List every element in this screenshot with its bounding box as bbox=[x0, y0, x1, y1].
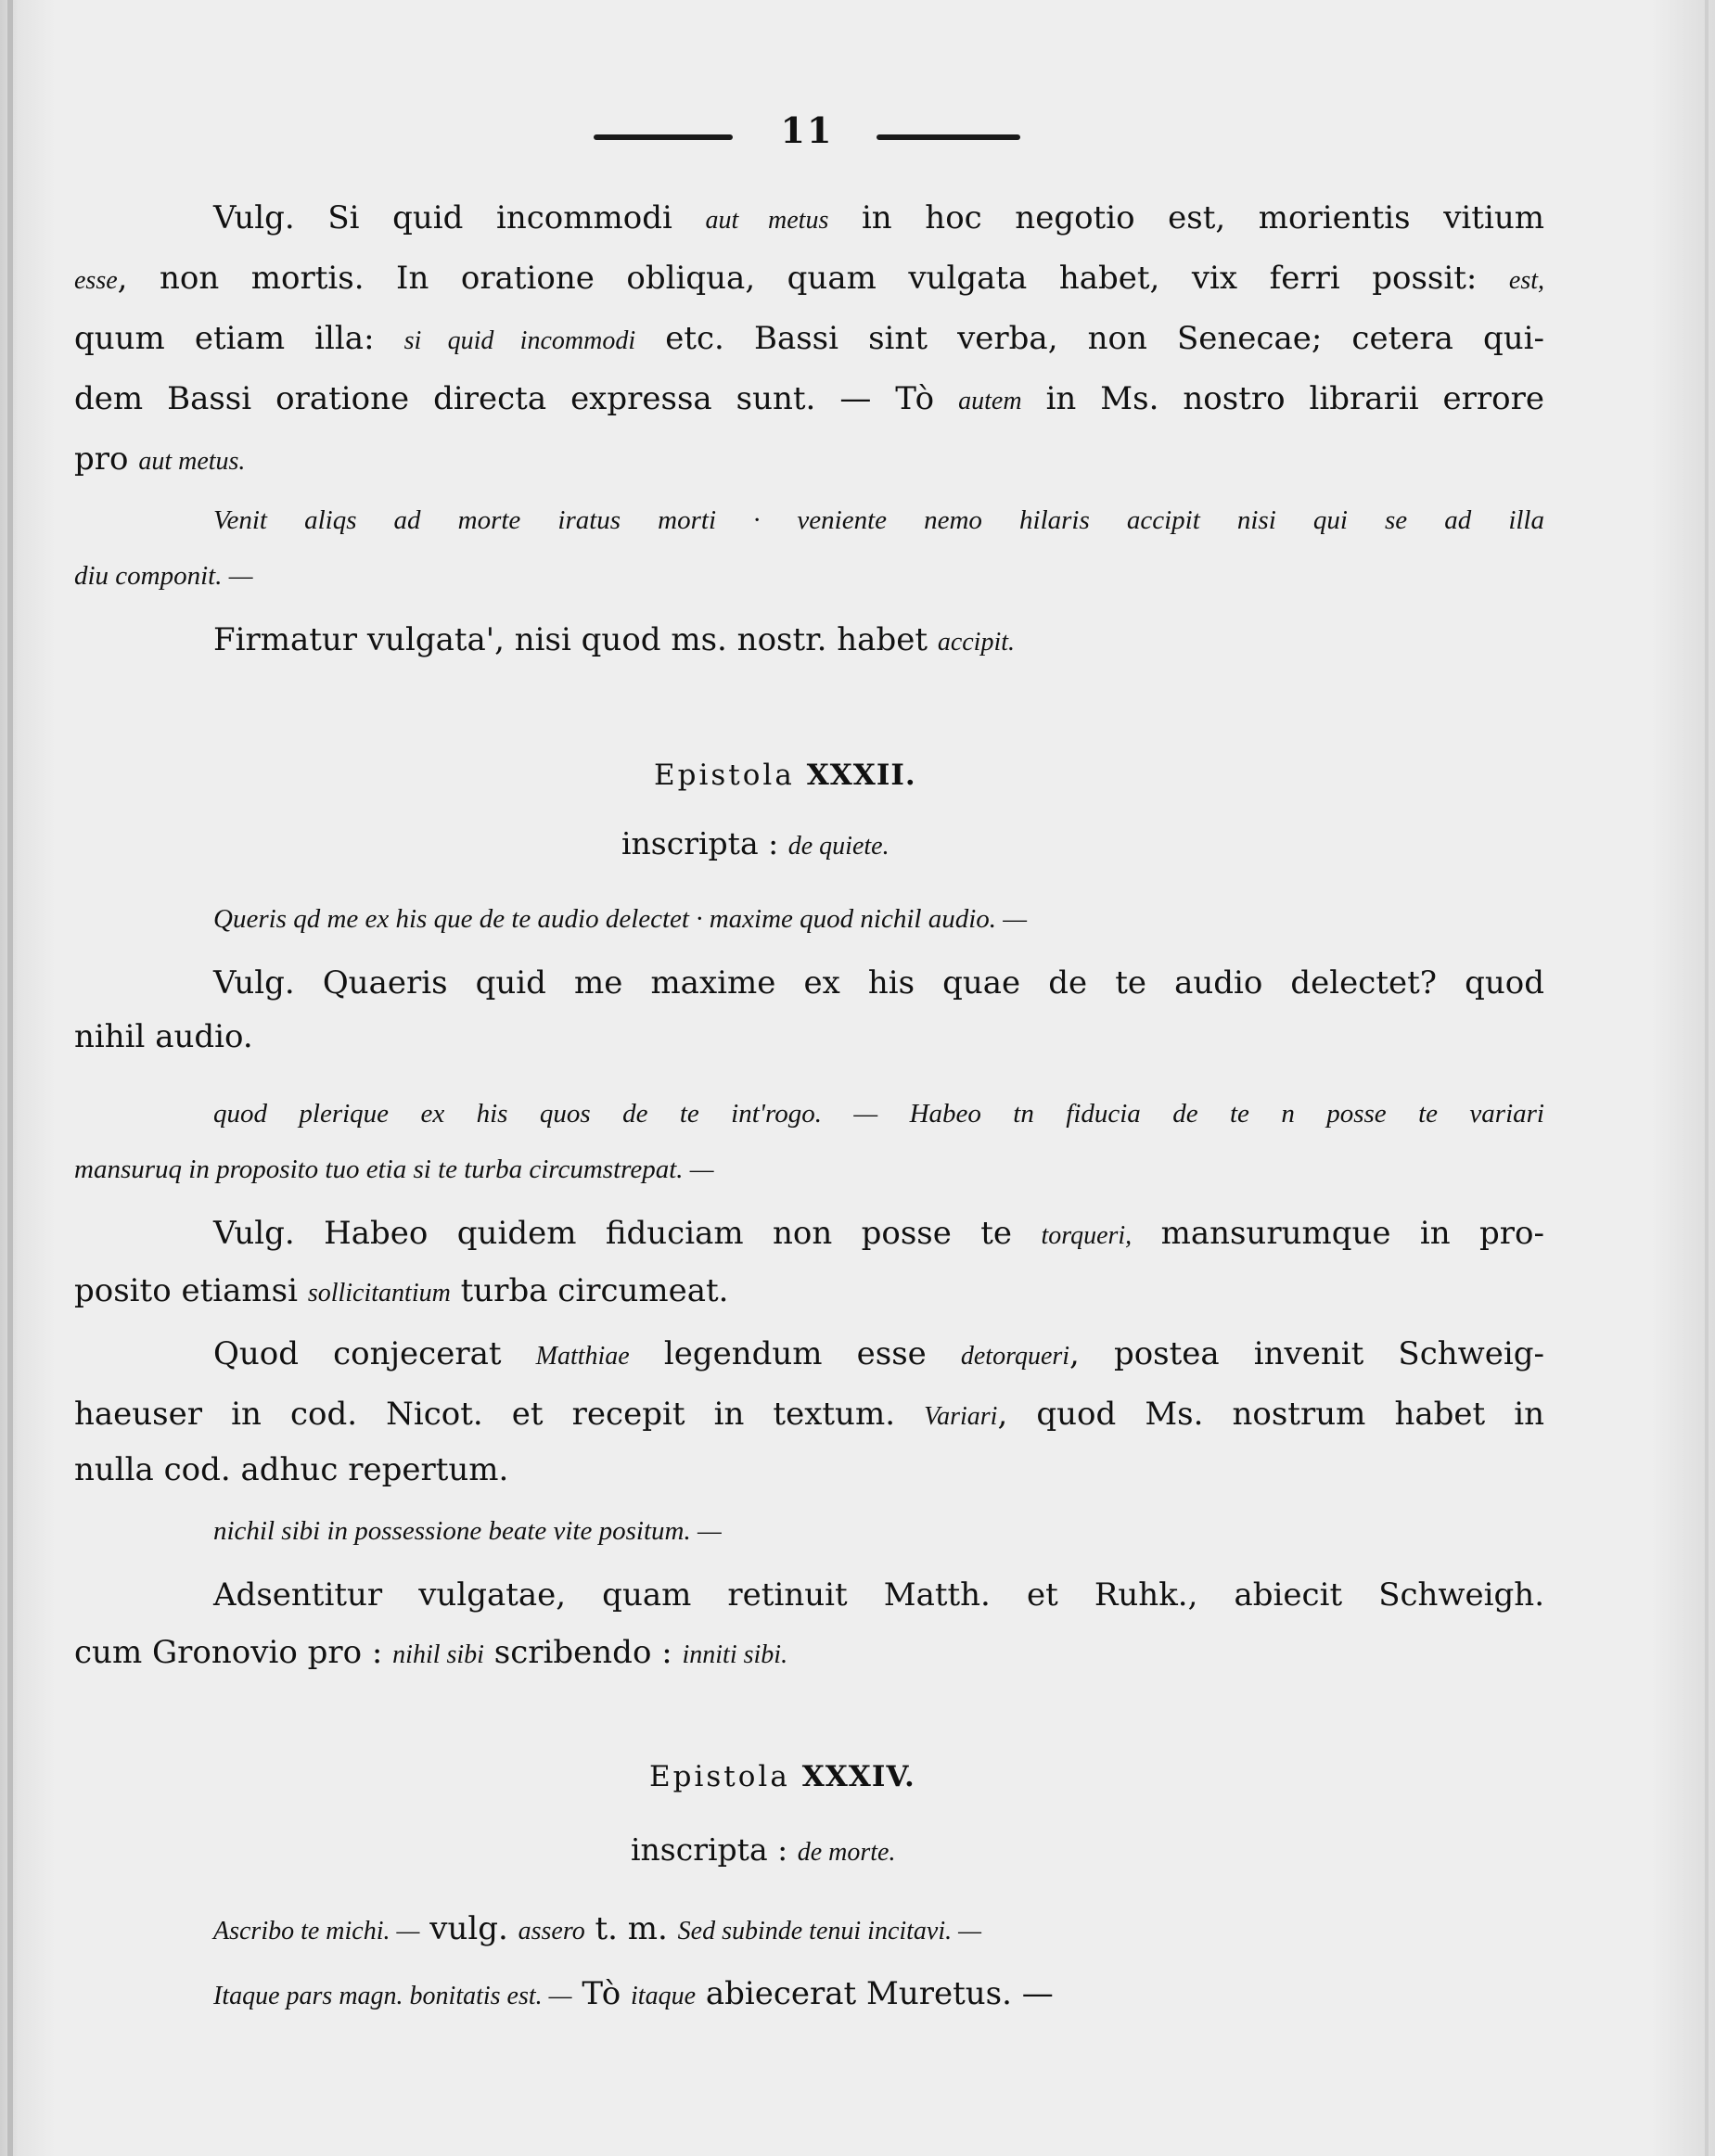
italic-run: aut metus bbox=[705, 206, 829, 235]
text-run: mansurumque in pro- bbox=[1160, 1215, 1545, 1252]
inscription-line bbox=[631, 1831, 896, 1868]
italic-run: Itaque pars magn. bonitatis est. — bbox=[213, 1982, 572, 2010]
header-rule-left bbox=[594, 134, 733, 140]
inscription-title: de morte. bbox=[797, 1838, 896, 1867]
text-run: haeuser in cod. Nicot. et recepit in textum. bbox=[74, 1396, 896, 1433]
text-line bbox=[213, 199, 1544, 236]
text-run: etc. Bassi sint verba, non Senecae; cetera qui- bbox=[665, 320, 1545, 357]
heading-number: XXXIV. bbox=[801, 1760, 915, 1793]
italic-run: accipit. bbox=[937, 628, 1016, 657]
italic-run: esse bbox=[74, 266, 118, 295]
text-line bbox=[74, 1634, 787, 1671]
section-heading bbox=[654, 759, 916, 792]
text-line bbox=[213, 964, 1544, 1001]
text-run: Quaeris quid me maxime ex his quae de te audio delectet? quod bbox=[322, 964, 1544, 1001]
italic-run: autem bbox=[958, 387, 1022, 415]
text-line bbox=[74, 440, 245, 478]
text-run: Si quid incommodi bbox=[327, 199, 672, 236]
text-run: , non mortis. In oratione obliqua, quam vulgata habet, vix ferri possit: bbox=[117, 260, 1478, 297]
text-line bbox=[74, 380, 1544, 417]
heading-word: Epistola bbox=[649, 1760, 790, 1793]
italic-run: nihil sibi bbox=[392, 1640, 484, 1669]
text-line: Adsentitur vulgatae, quam retinuit Matth. et Ruhk., abiecit Schweigh. bbox=[213, 1576, 1544, 1614]
italic-run: inniti sibi. bbox=[682, 1640, 788, 1669]
heading-number: XXXII. bbox=[806, 759, 916, 792]
italic-run: Ascribo te michi. — bbox=[213, 1917, 420, 1946]
text-run: dem Bassi oratione directa expressa sunt. — Tò bbox=[74, 380, 935, 417]
manuscript-line: mansuruq in proposito tuo etia si te turba circumstrepat. — bbox=[74, 1155, 714, 1184]
manuscript-line: nichil sibi in possessione beate vite positum. — bbox=[213, 1516, 722, 1546]
text-line bbox=[213, 621, 1015, 658]
italic-run: Variari bbox=[924, 1402, 998, 1431]
text-run: Firmatur vulgata', nisi quod ms. nostr. habet bbox=[213, 621, 928, 658]
text-run: , postea invenit Schweig- bbox=[1069, 1335, 1544, 1372]
italic-run: Sed subinde tenui incitavi. — bbox=[677, 1917, 982, 1946]
text-run: cum Gronovio pro : bbox=[74, 1634, 383, 1671]
italic-run: assero bbox=[518, 1917, 585, 1946]
text-run: Vulg. bbox=[213, 199, 295, 236]
manuscript-line: diu componit. — bbox=[74, 561, 253, 591]
manuscript-line: Venit aliqs ad morte iratus morti · veniente nemo hilaris accipit nisi qui se ad illa bbox=[213, 505, 1544, 535]
text-line bbox=[213, 1975, 1054, 2012]
text-run: Tò bbox=[582, 1975, 621, 2012]
text-run: t. m. bbox=[595, 1910, 668, 1947]
text-line bbox=[213, 1910, 981, 1947]
text-run: turba circumeat. bbox=[460, 1272, 729, 1309]
text-line bbox=[213, 1215, 1544, 1252]
text-line: nihil audio. bbox=[74, 1018, 253, 1055]
text-run: in Ms. nostro librarii errore bbox=[1045, 380, 1545, 417]
italic-run: aut metus. bbox=[138, 447, 246, 476]
page-number: 11 bbox=[780, 109, 834, 151]
text-line bbox=[74, 1396, 1544, 1433]
italic-run: Matthiae bbox=[535, 1342, 630, 1371]
text-line bbox=[213, 1335, 1544, 1372]
italic-run: itaque bbox=[631, 1982, 697, 2010]
italic-run: sollicitantium bbox=[307, 1279, 451, 1308]
page-edge-right bbox=[1705, 0, 1709, 2156]
italic-run: torqueri, bbox=[1041, 1221, 1133, 1250]
text-run: Habeo quidem fiduciam non posse te bbox=[324, 1215, 1013, 1252]
text-run: Quod conjecerat bbox=[213, 1335, 502, 1372]
text-run: legendum esse bbox=[663, 1335, 927, 1372]
page-edge-left bbox=[7, 0, 13, 2156]
manuscript-line: Queris qd me ex his que de te audio delectet · maxime quod nichil audio. — bbox=[213, 904, 1028, 934]
italic-run: detorqueri bbox=[960, 1342, 1070, 1371]
text-line bbox=[74, 1272, 729, 1309]
text-run: pro bbox=[74, 440, 129, 478]
inscription-title: de quiete. bbox=[787, 832, 889, 861]
manuscript-line: quod plerique ex his quos de te int'rogo. — Habeo tn fiducia de te n posse te variari bbox=[213, 1099, 1544, 1129]
text-line bbox=[74, 320, 1544, 357]
italic-run: si quid incommodi bbox=[403, 326, 636, 355]
text-line: nulla cod. adhuc repertum. bbox=[74, 1451, 509, 1488]
heading-word: Epistola bbox=[654, 759, 795, 792]
italic-run: est, bbox=[1508, 266, 1544, 295]
text-run: in hoc negotio est, morientis vitium bbox=[861, 199, 1544, 236]
inscription-label: inscripta : bbox=[631, 1831, 788, 1868]
inscription-label: inscripta : bbox=[621, 825, 779, 861]
text-run: Vulg. bbox=[213, 964, 295, 1001]
inscription-line bbox=[621, 825, 889, 861]
text-run: abiecerat Muretus. — bbox=[705, 1975, 1054, 2012]
text-run: vulg. bbox=[429, 1910, 508, 1947]
text-line bbox=[74, 260, 1544, 297]
text-run: quum etiam illa: bbox=[74, 320, 375, 357]
text-run: , quod Ms. nostrum habet in bbox=[997, 1396, 1545, 1433]
text-run: scribendo : bbox=[493, 1634, 672, 1671]
text-run: Vulg. bbox=[213, 1215, 295, 1252]
header-rule-right bbox=[877, 134, 1020, 140]
text-run: posito etiamsi bbox=[74, 1272, 298, 1309]
section-heading bbox=[649, 1760, 915, 1793]
